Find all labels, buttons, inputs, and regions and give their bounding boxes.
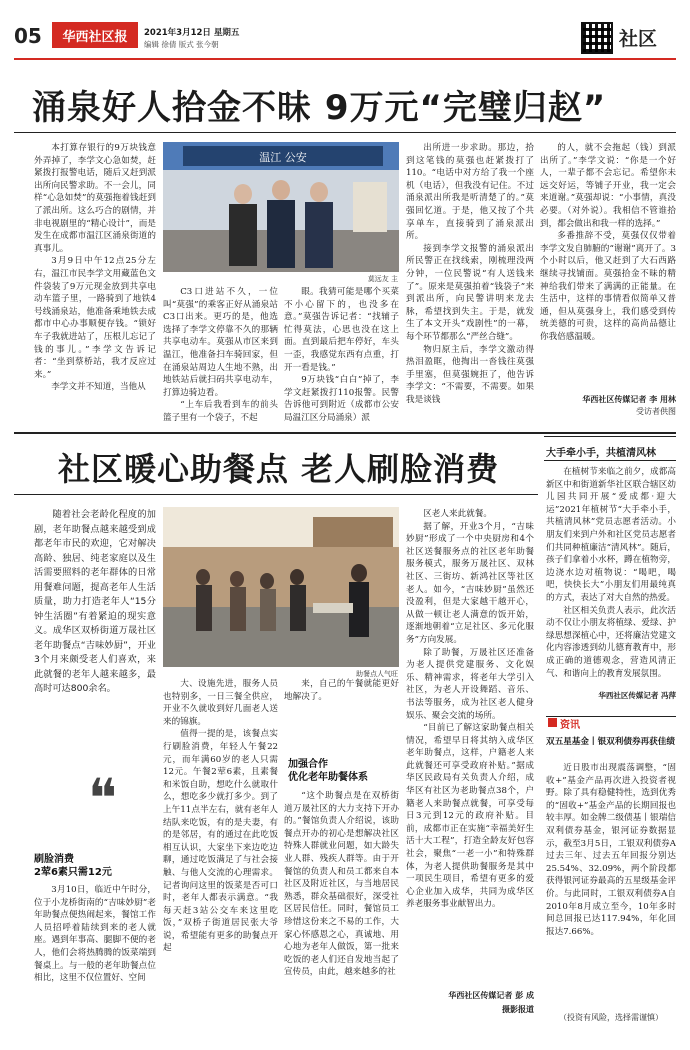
divider [14, 132, 676, 133]
divider [14, 432, 676, 434]
story2-column-c: 来，自己的午餐就能更好地解决了。 [284, 679, 399, 702]
story2-column-b: 大、设施先进，服务人员也特别多，一日三餐全供应，开业不久就收到好几面老人送来的锦旗。 值得一提的是，该餐点实行刷脸消费，年轻人午餐22元，而年满60岁的老人只需12元。午餐2荤6素，且素餐和米饭自助，想吃什么就取什么，想吃多少就打多少。到了上午11点半左右，就有老年人结队来吃饭，有的是夫妻，有的是邻居，有的通过在此吃饭相互认识，大家坐下来边吃边聊，通过吃饭满足了与社会接触、与他人交流的心理需求。记者询问这里的饭菜是否可口时，老年人都表示满意。“我每天赶3站公交车来这里吃饭，”双桥子街道居民张大爷说，希望能有更多的助餐点开起 [163, 679, 278, 954]
story2-column-d: 区老人来此就餐。 据了解，开业3个月，“吉味妙厨”形成了一个中央厨房和4个社区送餐服务点的社区老年助餐服务模式，服务万晟社区、双林社区、三街坊、新鸿社区等社区老人。如今，“吉味妙厨”虽然还没盈利，但是大家越干越开心，从做一顿让老人满意的饭开始，逐渐地朝着“立足社区、多元化服务”方向发展。 除了助餐，万晟社区还准备为老人提供党建服务、文化娱乐、精神需求，将老年大学引入社区，为老人开设舞蹈、音乐、书法等服务，成为社区老人健身娱乐、聚会交流的场所。 “目前已了解这家助餐点相关情况，希望早日将其纳入成华区老年助餐点，这样，户籍老人来此就餐还可享受政府补贴。”据成华区民政局有关负责人介绍，成华区有社区为老助餐点38个，户籍老人来助餐点就餐，可享受每日3元到12元的政府补贴。目前，成都市正在实施“幸福美好生活十大工程”，打造全龄友好包容社会，聚焦“一老一小”和特殊群体，为老人提供助餐服务是其中一项民生项目，希望有更多的爱心企业加入成华，共同为成华区养老服务事业献智出力。 [406, 509, 534, 910]
story1-column-2: C3口进站不久，一位叫“莫强”的乘客正好从涌泉站C3口出来。更巧的是，他选选择了李学文停靠不久的那辆共享电动车。莫强从市区来到温江，他准备扫车骑回家，但在涌泉站周边人生地不熟，出地铁站后就扫码共享电动车，打算边骑边看。 “上车后我看到车的前头篮子里有一个袋子，不起 [163, 287, 278, 423]
story2-subhead-2: 加强合作 优化老年助餐体系 [288, 759, 368, 783]
sidebar-body: 在植树节来临之前夕，成都高新区中和街道新华社区联合辖区幼儿园共同开展“爱成都·迎大运”2021年植树节“大手牵小手，共植清风林”党员志愿者活动。小朋友们来到户外和社区党员志愿者们共同种植廉洁“清风林”。随后，孩子们拿着小水杯，蹲在植物旁，边浇水边对植物说：“喝吧，喝吧，快快长大”小朋友们用最纯真的方式，表达了对大自然的热爱。 社区相关负责人表示，此次活动不仅让小朋友将植绿、爱绿、护绿思想深植心中，还将廉洁党建文化内容渗透到幼儿德育教育中，形成正确的道德观念，营造风清正气、和谐向上的教育发展氛围。 [546, 467, 676, 679]
divider [544, 436, 676, 437]
svg-text:温江 公安: 温江 公安 [259, 151, 307, 164]
editor-credits: 编辑 徐倩 版式 张今朝 [144, 40, 219, 49]
info-body: 近日股市出现震荡调整，“固收+”基金产品再次进入投资者视野。除了具有稳健特性，选到优秀的“固收+”基金产品的长期回报也较丰厚。如金牌二级债基丨银瑞信双利债券基金，银河证券数据显示，截至3月5日，工银双利债券A过去三年、过去五年回报分别达25.54%、32.09%，两个阶段都获得银河证券最高的五星级基金评价。与此同时，工银双利债券A自2010年8月成立至今，10年多时间总回报已达117.94%，年化回报达7.66%。 [546, 763, 676, 937]
story2-column-a: 3月10日，临近中午时分，位于小龙桥街南的“吉味妙厨”老年助餐点便热闹起来，餐馆工作人员招呼着陆续到来的老人就座。遇到年事高、腿脚不便的老人，他们会将热腾腾的饭菜端到餐桌上。与一般的老年助餐点位相比，这里不仅位置好、空间 [34, 885, 156, 984]
story1-photo-caption: 莫远友 主 [367, 275, 398, 283]
page-number: 05 [14, 24, 42, 48]
story1-column-1: 本打算存银行的9万块钱意外弄掉了，李学文心急如焚，赶紧拨打报警电话，随后又赶到派出所向民警求助。不一会儿，同样“心急如焚”的莫强拖着钱赶到了派出所。这么巧合的剧情，并非电视剧里的“精心设计”，而是发生在成都市温江区涌泉街道的真事儿。 3月9日中午12点25分左右，温江市民李学文用藏蓝色文件袋装了9万元现金放到共享电动车篮子里，一路骑到了地铁4号线涌泉站，他准备乘地铁去成都市中心办事顺便存钱。“锁好车子我就进站了，压根儿忘记了钱的事儿。”李学文告诉记者：“坐到蔡桥站，我才反应过来。” 李学文并不知道，当他从 [34, 143, 156, 393]
story2-photo-credit: 摄影报道 [502, 1005, 534, 1014]
story2-column-c2: “这个助餐点是在双桥街道万晟社区的大力支持下开办的。”餐馆负责人介绍说，该助餐点开办的初心是想解决社区特殊人群就业问题，如大龄失业人群、残疾人群等。由于开餐馆的负责人和员工都来自本社区及附近社区，与当地居民熟悉，群众基础很好，深受社区居民信任。同时，餐馆员工珍惜这份来之不易的工作，大家心怀感恩之心，真诚地、用心地为老年人做饭，第一批来吃饭的老人们还自发地当起了宣传员，由此，越来越多的社 [284, 791, 399, 978]
story1-column-5: 的人，就不会拖起（钱）到派出所了。”李学文说：“你是一个好人，一辈子都不会忘记。希望你未远交好运，等铺子开业，我一定会来道谢。”莫强却说：“小事情，真没必要。（对外说）。我相信不管谁拾到，都会做出和我一样的选择。” 多番推辞不受，莫强仅仅带着李学文发自肺腑的“谢谢”离开了。3个小时以后，他又赶到了大石西路继续寻找铺面。莫强拾金不昧的精神给我们带来了满满的正能量。在生活中，这样的事情看似简单又普通，但从莫强身上，我们感受到传统美德的可贵，这样的高尚品德让你我倍感温暖。 [540, 143, 676, 342]
section-name: 社区 [619, 28, 658, 50]
story1-photo-credit: 受访者供图 [636, 407, 676, 416]
quote-mark-icon: ❝ [88, 767, 118, 830]
sidebar-credit: 华西社区传媒记者 冯萍 [598, 691, 676, 700]
story2-photo [163, 507, 399, 667]
info-square-icon [548, 718, 557, 727]
header-rule [14, 58, 676, 60]
qr-code-icon [581, 22, 613, 54]
publication-date: 2021年3月12日 星期五 [144, 28, 240, 38]
story1-column-4: 出所进一步求助。那边，拾到这笔钱的莫强也赶紧拨打了110。“电话中对方给了我一个座机（电话），但我没有记住。不过涌泉派出所我是听清楚了的。”莫强回忆道。于是，他又按了个共享单车，直接骑到了涌泉派出所。 接到李学文报警的涌泉派出所民警正在找线索，刚梳理没两分钟，一位民警说“有人送钱来了”。原来是莫强拍着“钱袋子”来到派出所，向民警讲明来龙去脉，希望找到失主。于是，就发生了本文开头“戏剧性”的一幕，每个环节都那么“严丝合缝”。 物归原主后，李学文激动得热泪盈眶，他掏出一沓钱往莫强手里塞，但莫强婉拒了，他告诉李学文：“不需要，不需要。如果我是谈钱 [406, 143, 534, 405]
story1-photo [163, 142, 399, 272]
divider [14, 494, 538, 495]
divider [544, 460, 676, 461]
story1-column-3: 眼。我猜可能是哪个买菜不小心留下的，也没多在意。”莫强告诉记者：“找辅子忙得莫法，心思也没在这上面。直到最后把车停好，车头一歪，我感觉东西有点重，打开一看是钱。” 9万块钱“白白”掉了，李学文赶紧拨打110报警。民警告诉他可到附近（成都市公安局温江区分局涌泉）派 [284, 287, 399, 423]
info-title: 双五星基金丨银双利债券再获佳绩 [546, 737, 675, 747]
story2-subhead-1: 刷脸消费 2荤6素只需12元 [34, 854, 112, 878]
story2-credit: 华西社区传媒记者 彭 成 [448, 991, 534, 1000]
headline-story-1: 涌泉好人拾金不昧 9万元“完璧归赵” [32, 88, 607, 128]
story1-credit: 华西社区传媒记者 李 用林 [582, 395, 676, 404]
info-disclaimer: （投资有风险，选择需谨慎） [559, 1013, 663, 1022]
story2-photo-caption: 助餐点人气旺 [356, 670, 398, 678]
story2-lead: 随着社会老龄化程度的加剧，老年助餐点越来越受到成都老年市民的欢迎，它对解决高龄、独居、纯老家庭以及生活需要照料的老年群体的日常用餐难问题，提高老年人生活质量，助力打造老年人“15分钟生活圈”有着紧迫的现实意义。成华区双桥街道万晟社区老年助餐点“吉味妙厨”，开业3个月来颇受老人们喜欢，来此就餐的老年人越来越多，最高时可达800余名。 [34, 509, 156, 694]
headline-story-2: 社区暖心助餐点 老人刷脸消费 [58, 450, 500, 488]
info-label: 资讯 [560, 720, 580, 731]
masthead-logo: 华西社区报 [52, 22, 138, 48]
sidebar-title: 大手牵小手，共植清风林 [546, 448, 656, 459]
